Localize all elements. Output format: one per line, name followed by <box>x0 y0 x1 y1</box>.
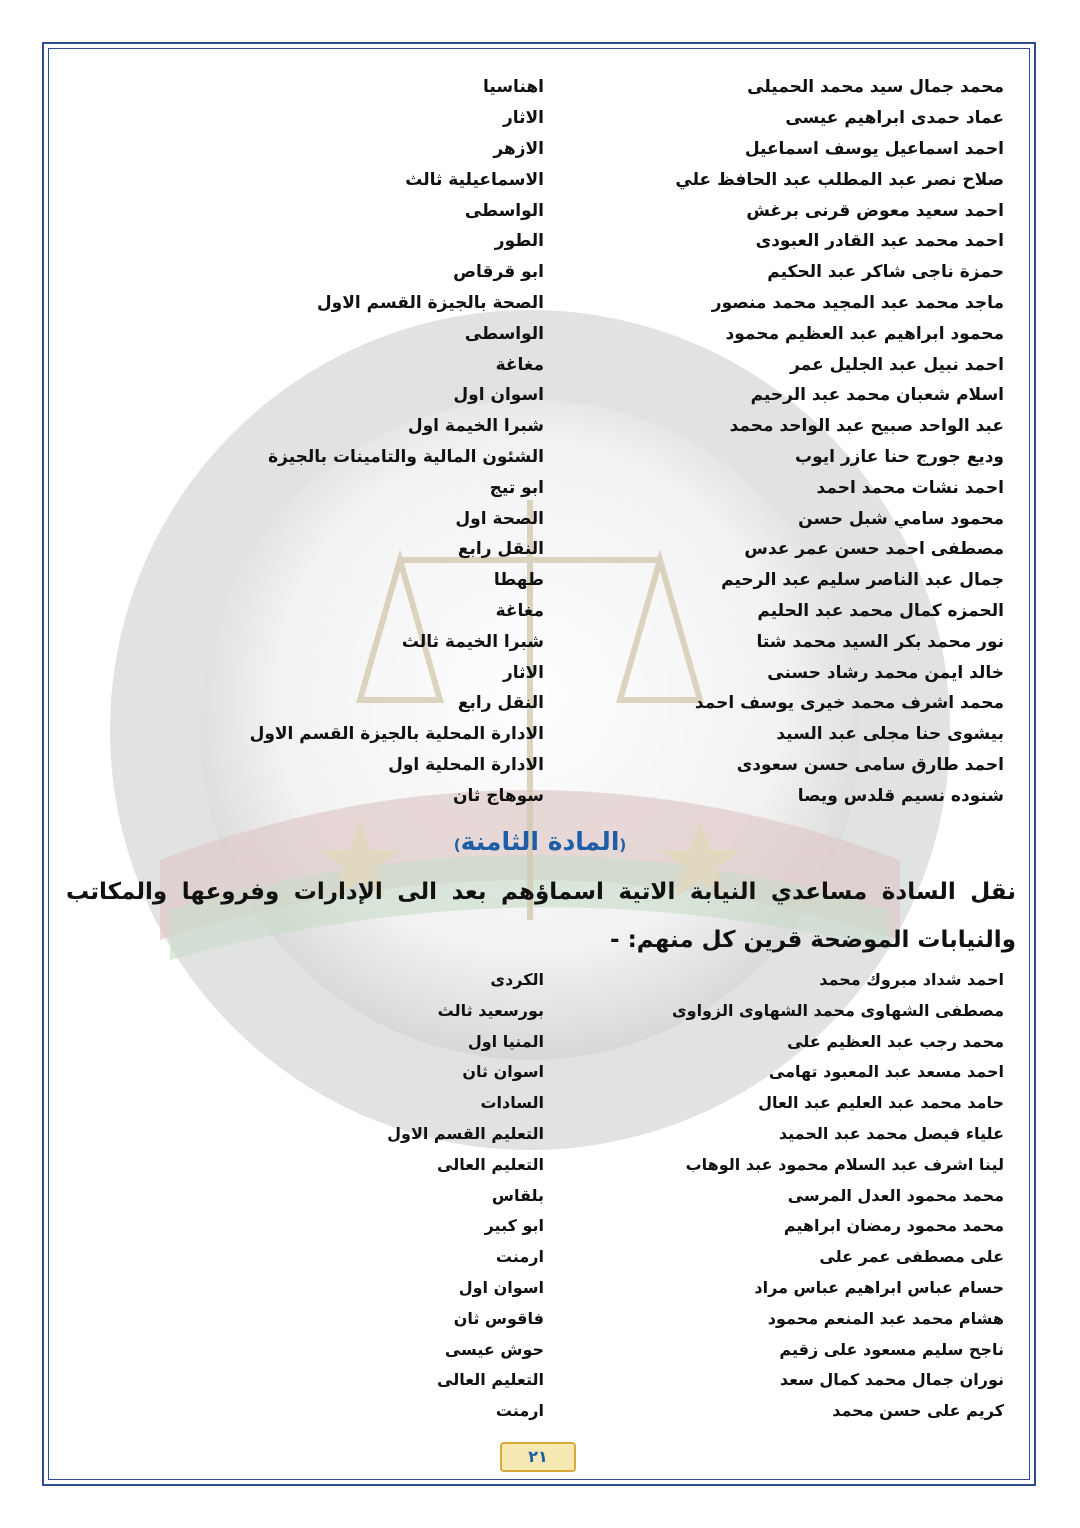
destination: الادارة المحلية اول <box>388 754 544 775</box>
list-item <box>60 1087 1020 1118</box>
person-name: اسلام شعبان محمد عبد الرحيم <box>750 385 1004 406</box>
person-name: محمد جمال سيد محمد الحميلى <box>747 77 1004 98</box>
transfer-list-1 <box>60 72 1020 811</box>
person-name: احمد نشات محمد احمد <box>816 477 1004 498</box>
destination: الواسطى <box>464 323 544 344</box>
person-name: صلاح نصر عبد المطلب عبد الحافظ علي <box>675 169 1004 190</box>
person-name: محمود ابراهيم عبد العظيم محمود <box>725 323 1004 344</box>
person-name: نوران جمال محمد كمال سعد <box>779 1370 1004 1390</box>
destination: حوش عيسى <box>444 1339 544 1359</box>
list-item <box>60 626 1020 657</box>
person-name: ماجد محمد عبد المجيد محمد منصور <box>711 292 1004 313</box>
list-item <box>60 103 1020 134</box>
article-heading <box>60 827 1020 856</box>
destination: ارمنت <box>495 1401 544 1421</box>
person-name: لينا اشرف عبد السلام محمود عبد الوهاب <box>685 1154 1004 1174</box>
list-item <box>60 995 1020 1026</box>
destination: اهناسيا <box>483 77 544 98</box>
destination: مغاغة <box>495 354 544 375</box>
list-item <box>60 719 1020 750</box>
list-item <box>60 780 1020 811</box>
list-item <box>60 596 1020 627</box>
person-name: احمد نبيل عبد الجليل عمر <box>790 354 1004 375</box>
list-item <box>60 195 1020 226</box>
destination: اسوان اول <box>453 385 544 406</box>
destination: الاثار <box>502 108 544 129</box>
destination: اسوان ثان <box>462 1062 544 1082</box>
destination: مغاغة <box>495 600 544 621</box>
destination: التعليم العالى <box>437 1154 544 1174</box>
transfer-list-2 <box>60 964 1020 1426</box>
destination: بلقاس <box>491 1185 544 1205</box>
list-item <box>60 164 1020 195</box>
destination: ابو تيج <box>489 477 544 498</box>
person-name: ناجح سليم مسعود على زقيم <box>779 1339 1004 1359</box>
destination: الازهر <box>493 138 544 159</box>
destination: ابو قرقاص <box>453 262 544 283</box>
person-name: كريم على حسن محمد <box>832 1401 1004 1421</box>
person-name: هشام محمد عبد المنعم محمود <box>767 1308 1004 1328</box>
list-item <box>60 349 1020 380</box>
person-name: احمد شداد مبروك محمد <box>819 970 1004 990</box>
list-item <box>60 1180 1020 1211</box>
list-item <box>60 1334 1020 1365</box>
list-item <box>60 1241 1020 1272</box>
list-item <box>60 288 1020 319</box>
list-item <box>60 411 1020 442</box>
document-content <box>60 72 1020 1426</box>
destination: اسوان اول <box>458 1277 544 1297</box>
list-item <box>60 318 1020 349</box>
destination: ارمنت <box>495 1247 544 1267</box>
list-item <box>60 1272 1020 1303</box>
destination: ابو كبير <box>484 1216 544 1236</box>
list-item <box>60 964 1020 995</box>
destination: طهطا <box>493 570 544 591</box>
person-name: مصطفى احمد حسن عمر عدس <box>744 539 1004 560</box>
person-name: محمد رجب عبد العظيم على <box>787 1031 1004 1051</box>
list-item <box>60 565 1020 596</box>
list-item <box>60 688 1020 719</box>
destination: بورسعيد ثالث <box>437 1000 544 1020</box>
destination: سوهاج ثان <box>453 785 544 806</box>
page-number: ٢١ <box>500 1442 576 1472</box>
person-name: احمد اسماعيل يوسف اسماعيل <box>744 138 1004 159</box>
destination: الاثار <box>502 662 544 683</box>
destination: الصحة اول <box>455 508 544 529</box>
person-name: وديع جورج حنا عازر ايوب <box>794 446 1004 467</box>
person-name: عماد حمدى ابراهيم عيسى <box>785 108 1004 129</box>
person-name: محمد محمود رمضان ابراهيم <box>783 1216 1004 1236</box>
person-name: خالد ايمن محمد رشاد حسنى <box>767 662 1004 683</box>
person-name: نور محمد بكر السيد محمد شتا <box>756 631 1004 652</box>
list-item <box>60 750 1020 781</box>
person-name: حامد محمد عبد العليم عبد العال <box>758 1093 1004 1113</box>
list-item <box>60 1149 1020 1180</box>
destination: الاسماعيلية ثالث <box>405 169 544 190</box>
destination: التعليم القسم الاول <box>387 1124 544 1143</box>
list-item <box>60 257 1020 288</box>
list-item <box>60 1395 1020 1426</box>
person-name: احمد محمد عبد القادر العبودى <box>755 231 1004 252</box>
person-name: بيشوى حنا مجلى عبد السيد <box>776 724 1004 745</box>
person-name: محمد اشرف محمد خيرى يوسف احمد <box>694 693 1004 714</box>
list-item <box>60 1303 1020 1334</box>
destination: الادارة المحلية بالجيزة القسم الاول <box>249 724 544 745</box>
list-item <box>60 134 1020 165</box>
person-name: محمود سامي شبل حسن <box>798 508 1004 529</box>
list-item <box>60 442 1020 473</box>
heading-paren-close: ) <box>453 836 461 855</box>
destination: الصحة بالجيزة القسم الاول <box>316 292 544 313</box>
list-item <box>60 72 1020 103</box>
destination: شبرا الخيمة اول <box>407 416 544 437</box>
person-name: محمد محمود العدل المرسى <box>787 1185 1004 1205</box>
destination: فاقوس ثان <box>453 1308 544 1328</box>
list-item <box>60 472 1020 503</box>
list-item <box>60 226 1020 257</box>
destination: السادات <box>480 1093 544 1113</box>
person-name: حسام عباس ابراهيم عباس مراد <box>754 1277 1004 1297</box>
destination: الشئون المالية والتامينات بالجيزة <box>268 446 544 467</box>
person-name: علياء فيصل محمد عبد الحميد <box>778 1124 1004 1143</box>
list-item <box>60 1057 1020 1088</box>
list-item <box>60 534 1020 565</box>
destination: النقل رابع <box>457 539 544 560</box>
person-name: عبد الواحد صبيح عبد الواحد محمد <box>729 416 1004 437</box>
list-item <box>60 1211 1020 1242</box>
person-name: الحمزه كمال محمد عبد الحليم <box>757 600 1004 621</box>
list-item <box>60 1118 1020 1149</box>
article-paragraph: نقل السادة مساعدي النيابة الاتية اسماؤهم بعد الى الإدارات وفروعها والمكاتب والنيابات الموضحة قرين كل منهم: - <box>66 879 1016 954</box>
destination: النقل رابع <box>457 693 544 714</box>
destination: المنيا اول <box>467 1031 544 1051</box>
destination: الطور <box>494 231 544 252</box>
person-name: احمد طارق سامى حسن سعودى <box>736 754 1004 775</box>
list-item <box>60 380 1020 411</box>
destination: التعليم العالى <box>437 1370 544 1390</box>
list-item <box>60 657 1020 688</box>
list-item <box>60 503 1020 534</box>
person-name: على مصطفى عمر على <box>819 1247 1004 1267</box>
person-name: مصطفى الشهاوى محمد الشهاوى الزواوى <box>671 1000 1004 1020</box>
person-name: جمال عبد الناصر سليم عبد الرحيم <box>721 570 1004 591</box>
heading-paren-open: ( <box>619 836 627 855</box>
article-title: المادة الثامنة <box>460 827 620 857</box>
destination: شبرا الخيمة ثالث <box>401 631 544 652</box>
person-name: حمزة ناجى شاكر عبد الحكيم <box>767 262 1004 283</box>
person-name: شنوده نسيم قلدس ويصا <box>797 785 1004 806</box>
list-item <box>60 1364 1020 1395</box>
list-item <box>60 1026 1020 1057</box>
destination: الكردى <box>490 970 544 990</box>
person-name: احمد مسعد عبد المعبود تهامى <box>768 1062 1004 1082</box>
person-name: احمد سعيد معوض قرنى برغش <box>746 200 1004 221</box>
destination: الواسطى <box>464 200 544 221</box>
